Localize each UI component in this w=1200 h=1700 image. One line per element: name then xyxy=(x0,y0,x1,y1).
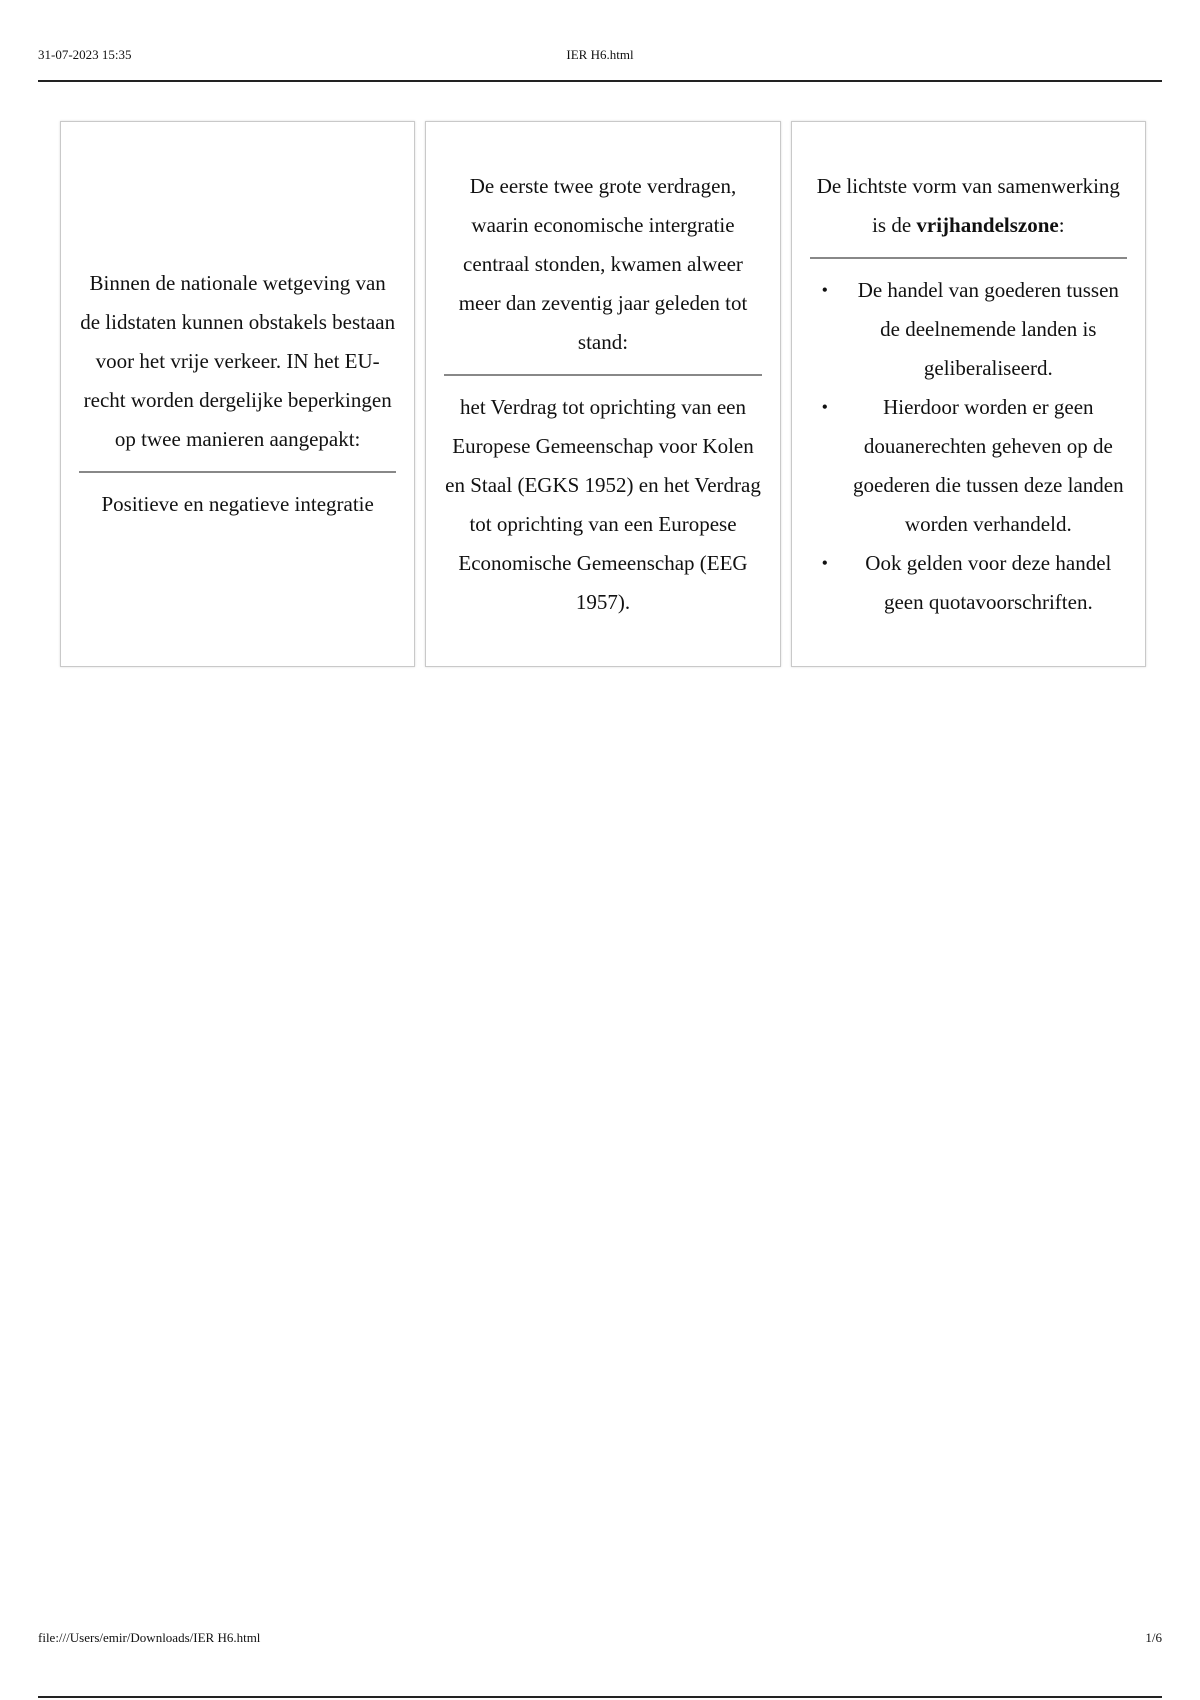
flashcard-2-answer: het Verdrag tot oprichting van een Europese Gemeenschap voor Kolen en Staal (EGKS 1952) en het Verdrag tot oprichting van een Europese Economische Gemeenschap (EEG 1957). xyxy=(445,394,761,614)
list-item xyxy=(810,544,1127,622)
bullet-icon: • xyxy=(821,552,828,573)
print-footer xyxy=(38,1630,1162,1700)
footer-rule xyxy=(38,1696,1162,1698)
document-title: IER H6.html xyxy=(566,47,634,62)
list-item xyxy=(810,388,1127,544)
flashcard-2[interactable] xyxy=(425,121,780,667)
flashcard-1[interactable] xyxy=(60,121,415,667)
flashcard-1-answer: Positieve en negatieve integratie xyxy=(101,492,374,516)
flashcard-2-question: De eerste twee grote verdragen, waarin economische intergratie centraal stonden, kwamen alweer meer dan zeventig jaar geleden tot stand: xyxy=(458,173,748,354)
flashcard-divider xyxy=(810,257,1127,259)
list-item-text: Hierdoor worden er geen douanerechten geheven op de goederen die tussen deze landen worden verhandeld. xyxy=(853,394,1124,536)
flashcard-3-answer-list xyxy=(810,271,1127,622)
flashcard-divider xyxy=(444,374,761,376)
flashcard-3-question-prefix: De lichtste vorm van samenwerking is de xyxy=(816,173,1120,237)
print-header xyxy=(38,44,1162,82)
flashcard-divider xyxy=(79,471,396,473)
print-timestamp: 31-07-2023 15:35 xyxy=(38,47,132,62)
list-item-text: Ook gelden voor deze handel geen quotavoorschriften. xyxy=(865,550,1112,614)
bullet-icon: • xyxy=(821,279,828,300)
flashcard-3-question-suffix: : xyxy=(1058,212,1065,237)
flashcard-3-answer xyxy=(810,271,1127,622)
bullet-icon: • xyxy=(821,396,828,417)
list-item xyxy=(810,271,1127,388)
file-path: file:///Users/emir/Downloads/IER H6.html xyxy=(38,1630,261,1645)
flashcard-row xyxy=(60,121,1146,667)
flashcard-3-question xyxy=(810,167,1127,257)
flashcard-3-question-keyword: vrijhandelszone xyxy=(916,212,1059,237)
list-item-text: De handel van goederen tussen de deelnemende landen is geliberaliseerd. xyxy=(857,277,1119,380)
page-number: 1/6 xyxy=(1145,1630,1162,1645)
flashcard-3[interactable] xyxy=(791,121,1146,667)
flashcard-1-question: Binnen de nationale wetgeving van de lidstaten kunnen obstakels bestaan voor het vrije verkeer. IN het EU-recht worden dergelijke beperkingen op twee manieren aangepakt: xyxy=(80,271,396,451)
